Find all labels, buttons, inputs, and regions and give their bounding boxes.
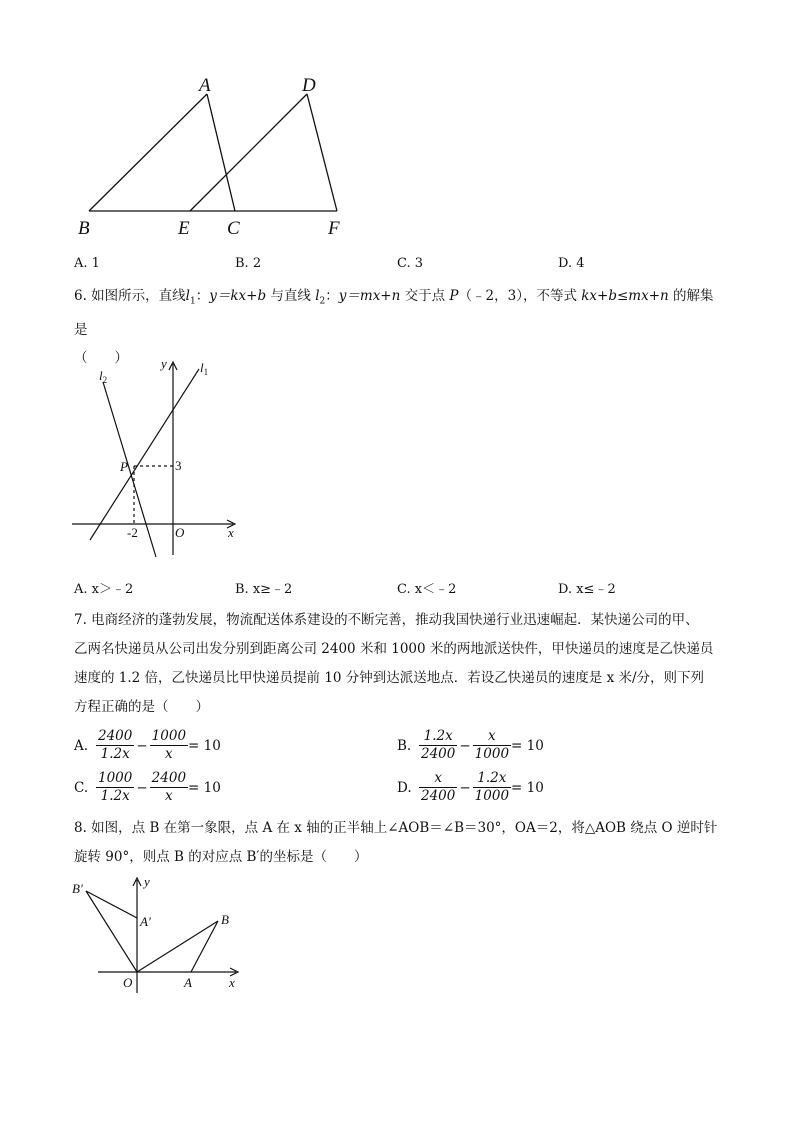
x-axis-label: x	[229, 975, 235, 990]
q7-option-d[interactable]: D. $\frac{x}{2400}$ − $\frac{1.2x}{1000}$ = 10	[397, 770, 544, 804]
q8-text: 8. 如图，点 B 在第一象限，点 A 在 x 轴的正半轴上∠AOB＝∠B＝30°，OA＝2，将△AOB 绕点 O 逆时针 旋转 90°，则点 B 的对应点 B′的坐标是（ ）	[74, 820, 718, 865]
lines-figure	[0, 350, 794, 565]
tick-x-neg2: -2	[127, 525, 138, 540]
point-a2-label: A′	[140, 914, 151, 929]
segment-a2b2	[86, 891, 137, 918]
point-b2-label: B′	[72, 881, 83, 896]
label-c: C	[227, 218, 240, 239]
segment-ab	[191, 921, 218, 972]
q7-option-b[interactable]: B. $\frac{1.2x}{2400}$ − $\frac{x}{1000}$ = 10	[397, 728, 544, 762]
triangles-figure	[0, 0, 794, 250]
point-p-label: P	[120, 459, 128, 474]
q5-option-d[interactable]: D. 4	[558, 256, 585, 271]
q7-option-c[interactable]: C. $\frac{1000}{1.2x}$ − $\frac{2400}{x}$ = 10	[74, 770, 221, 804]
label-d: D	[302, 75, 316, 96]
tick-y-3: 3	[175, 458, 182, 473]
q7-option-a[interactable]: A. $\frac{2400}{1.2x}$ − $\frac{1000}{x}$ = 10	[74, 728, 221, 762]
segment-ed	[190, 94, 307, 211]
q7-text: 7. 电商经济的蓬勃发展，物流配送体系建设的不断完善，推动我国快递行业迅速崛起．某快递公司的甲、 乙两名快递员从公司出发分别到距离公司 2400 米和 1000 米的两地派送快件，甲快递员的速度是乙快递员 速度的 1.2 倍，乙快递员比甲快递员提前 10 分钟到达派送地点．若设乙快递员的速度是 x 米/分，则下列 方程正确的是（ ）	[74, 612, 714, 715]
rotation-figure	[0, 868, 794, 998]
q5-option-a[interactable]: A. 1	[74, 256, 100, 271]
segment-df	[307, 94, 337, 211]
origin-label: O	[175, 525, 185, 540]
q6-option-c[interactable]: C. x＜﹣2	[397, 582, 457, 597]
segment-ba	[89, 94, 207, 211]
origin-label: O	[123, 975, 133, 990]
segment-ob2	[86, 891, 137, 972]
x-axis-label: x	[228, 525, 234, 540]
y-axis-label: y	[161, 356, 167, 371]
q6-option-a[interactable]: A. x＞﹣2	[74, 582, 134, 597]
q5-option-c[interactable]: C. 3	[397, 256, 424, 271]
label-e: E	[178, 218, 190, 239]
q6-text: 6. 如图所示，直线$l_1$：y＝kx+b 与直线 $l_2$：y＝mx+n 交于点 P（﹣2，3），不等式 kx+b≤mx+n 的解集是 （ ）	[74, 288, 714, 366]
l1-label: $l_1$	[200, 360, 209, 377]
point-b-label: B	[221, 912, 229, 927]
y-axis-label: y	[144, 874, 150, 889]
l2-label: $l_2$	[99, 368, 108, 385]
point-a-label: A	[184, 975, 192, 990]
q5-option-b[interactable]: B. 2	[235, 256, 262, 271]
q6-option-b[interactable]: B. x≥﹣2	[235, 582, 293, 597]
label-f: F	[328, 218, 340, 239]
label-b: B	[78, 218, 90, 239]
label-a: A	[199, 75, 211, 96]
segment-ac	[207, 94, 235, 211]
q6-option-d[interactable]: D. x≤﹣2	[558, 582, 616, 597]
